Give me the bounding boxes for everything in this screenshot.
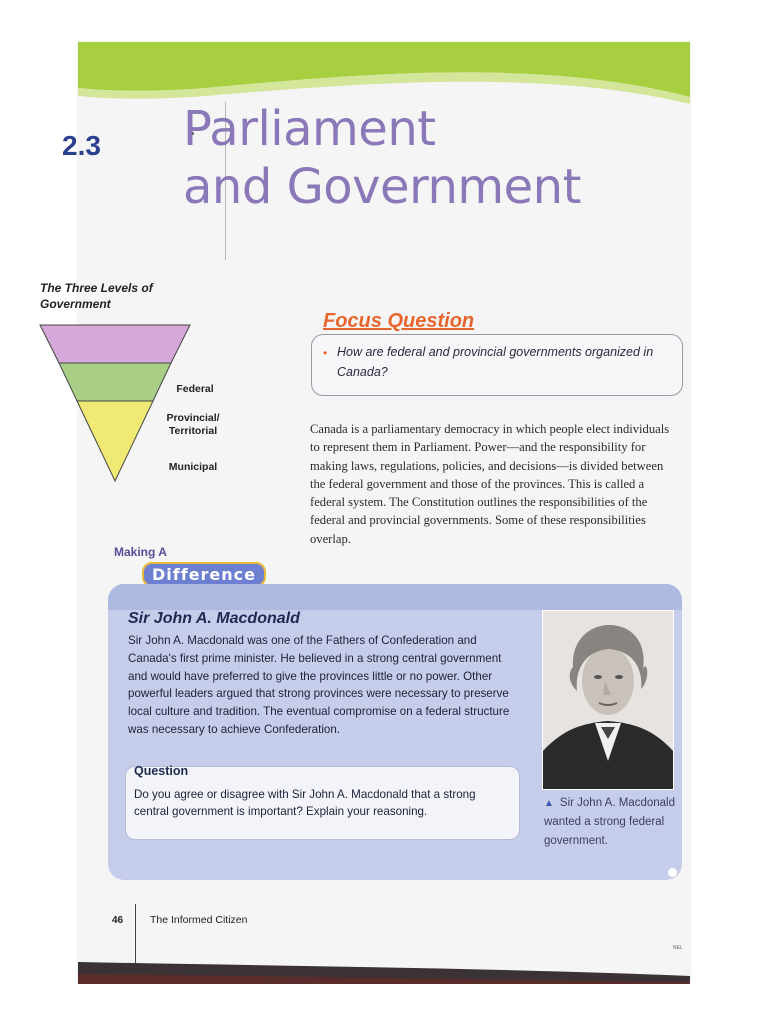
- page-number: 46: [112, 915, 124, 926]
- panel-header-strip: [108, 584, 682, 610]
- macdonald-portrait-image: [542, 610, 674, 790]
- footer-divider: [135, 904, 136, 964]
- decorative-dot: [668, 868, 677, 877]
- focus-question-text: How are federal and provincial governments organized in Canada?: [337, 345, 654, 379]
- publisher-mark: NEL: [673, 945, 683, 951]
- title-line-2: and Government: [183, 159, 581, 215]
- triangle-up-icon: ▲: [544, 798, 554, 809]
- portrait-caption: [544, 794, 684, 851]
- profile-text: Sir John A. Macdonald was one of the Fathers of Confederation and Canada's first prime minister. He believed in a strong central government and would have preferred to give the provinces little or no power. Other powerful leaders argued that strong provinces were necessary to preserve local culture and tradition. The eventual compromise on a federal structure was necessary to achieve Confederation.: [128, 634, 510, 736]
- page-title: [183, 100, 581, 216]
- section-number: 2.3: [62, 130, 101, 161]
- book-title: The Informed Citizen: [150, 914, 248, 926]
- level-label-provincial: Provincial/ Territorial: [166, 412, 220, 437]
- making-a-label: Making A: [114, 545, 167, 559]
- bullet-icon: •: [323, 346, 328, 360]
- level-label-federal: Federal: [176, 383, 214, 395]
- levels-diagram-title: The Three Levels of Government: [40, 281, 153, 311]
- body-paragraph: Canada is a parliamentary democracy in which people elect individuals to represent them in Parliament. Power—and the responsibility for making laws, regulations, policies, and decisions—is divided between the federal government and those of the provinces. This is called a federal system. The Constitution outlines the responsibilities of the federal and provincial governments. Some of these responsibilities overlap.: [310, 422, 670, 546]
- page-bottom-shadow: [78, 962, 690, 984]
- caption-text: Sir John A. Macdonald wanted a strong federal government.: [544, 797, 675, 847]
- title-line-1: Parliament: [183, 101, 436, 157]
- level-municipal-band: [77, 401, 153, 481]
- level-federal-band: [40, 325, 190, 363]
- level-provincial-band: [59, 363, 171, 401]
- levels-triangle-diagram: [38, 323, 192, 483]
- focus-question-title: Focus Question: [323, 310, 475, 332]
- level-label-municipal: Municipal: [168, 461, 218, 473]
- profile-name: Sir John A. Macdonald: [128, 610, 300, 627]
- question-text: Do you agree or disagree with Sir John A. Macdonald that a strong central government is important? Explain your reasoning.: [134, 788, 476, 818]
- question-title: Question: [134, 764, 189, 778]
- difference-badge: Difference: [142, 562, 266, 587]
